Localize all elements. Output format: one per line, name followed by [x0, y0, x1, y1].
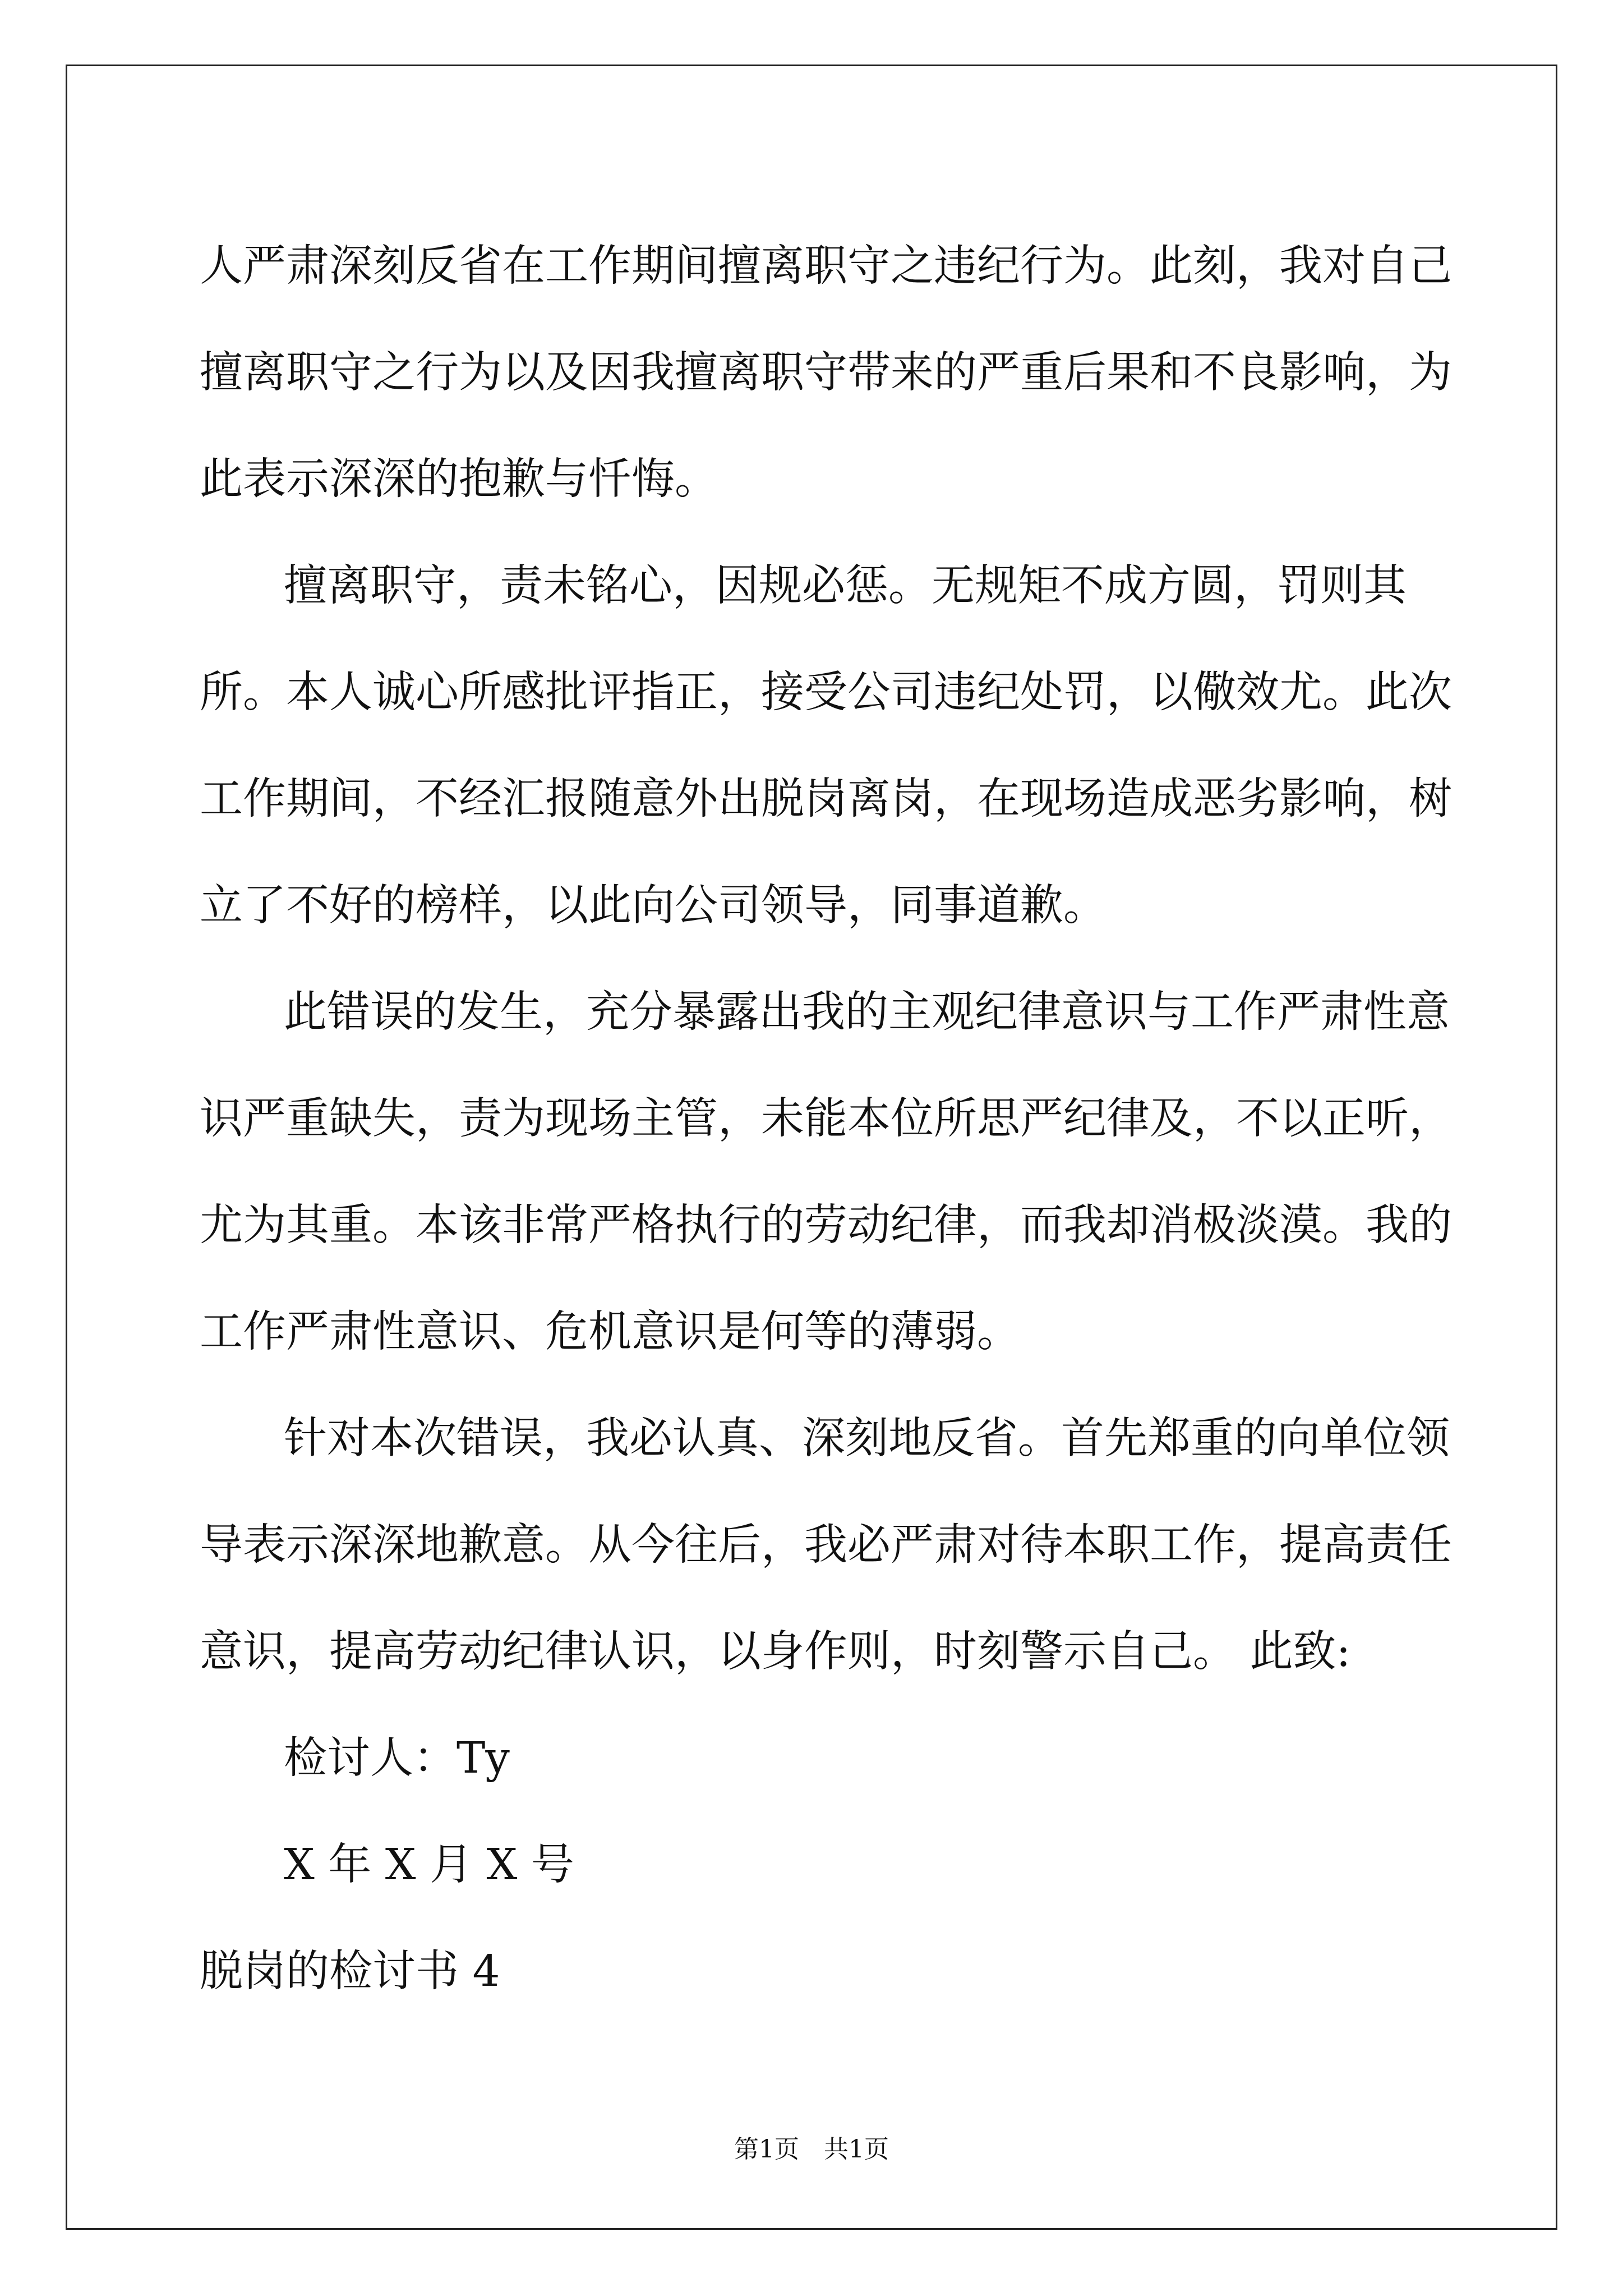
paragraph-3: 此错误的发生，充分暴露出我的主观纪律意识与工作严肃性意识严重缺失，责为现场主管，未能本位所思严纪律及，不以正听，尤为其重。本该非常严格执行的劳动纪律，而我却消极淡漠。我的工作严肃性意识、危机意识是何等的薄弱。 [200, 987, 1452, 1357]
date-line: X 年 X 月 X 号 [284, 1840, 574, 1890]
paragraph-1: 人严肃深刻反省在工作期间擅离职守之违纪行为。此刻，我对自己擅离职守之行为以及因我擅离职守带来的严重后果和不良影响，为此表示深深的抱歉与忏悔。 [200, 241, 1452, 504]
section-title: 脱岗的检讨书 4 [200, 1947, 500, 1996]
document-body [200, 213, 1490, 2025]
paragraph-2: 擅离职守，责未铭心，因规必惩。无规矩不成方圆，罚则其所。本人诚心所感批评指正，接受公司违纪处罚，以儆效尤。此次工作期间，不经汇报随意外出脱岗离岗，在现场造成恶劣影响，树立了不好的榜样，以此向公司领导，同事道歉。 [200, 561, 1452, 931]
page-number-footer: 第1页 共1页 [734, 2135, 889, 2164]
signature-line: 检讨人：Ty [284, 1733, 510, 1783]
paragraph-4: 针对本次错误，我必认真、深刻地反省。首先郑重的向单位领导表示深深地歉意。从今往后，我必严肃对待本职工作，提高责任意识，提高劳动纪律认识，以身作则，时刻警示自己。 此致: [200, 1414, 1452, 1677]
